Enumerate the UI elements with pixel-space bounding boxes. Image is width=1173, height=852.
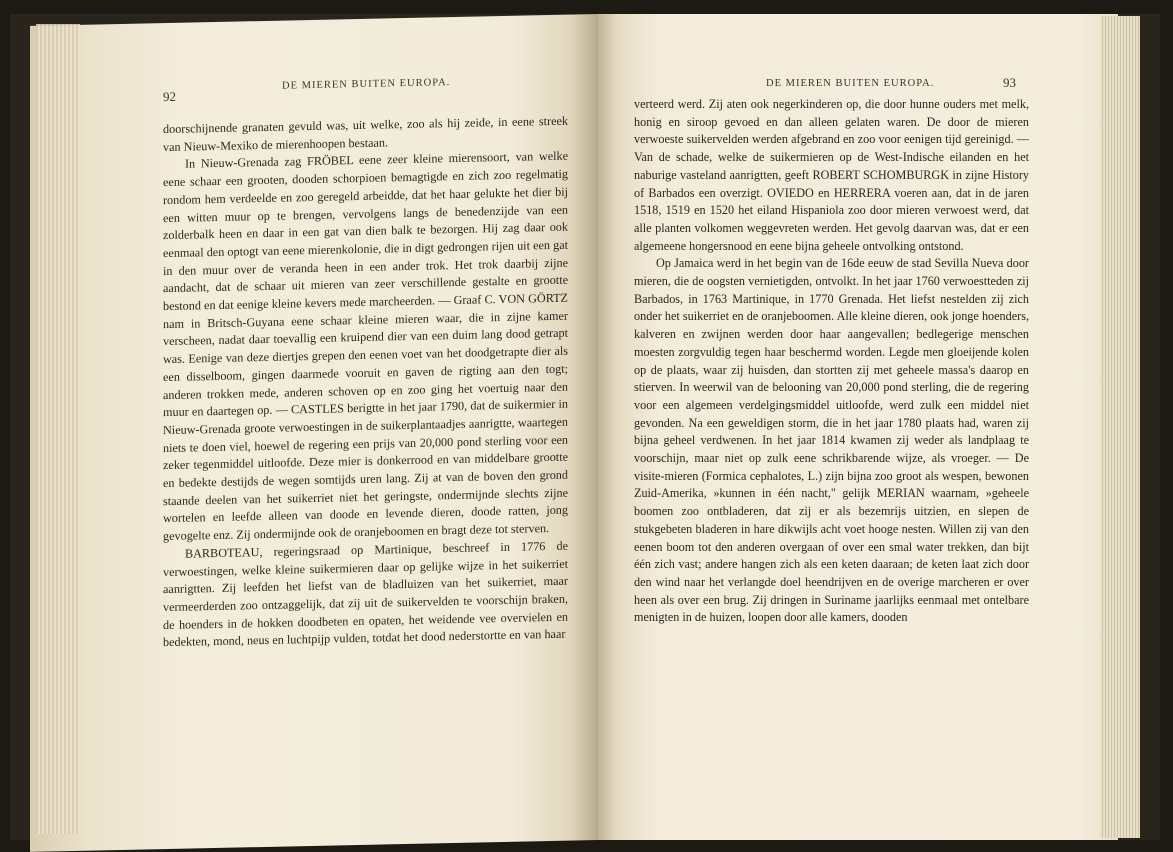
left-running-head: DE MIEREN BUITEN EUROPA. <box>282 77 451 92</box>
page-edges-right <box>1100 16 1140 838</box>
right-page-number: 93 <box>1003 75 1016 90</box>
right-running-head: DE MIEREN BUITEN EUROPA. <box>766 78 935 89</box>
left-body-text <box>163 113 568 653</box>
paragraph: Op Jamaica werd in het begin van de 16de eeuw de stad Sevilla Nueva door mieren, die de oogsten vernietigden, ontvolkt. In het jaar 1760 verwoestteden zij Barbados, in 1763 Martinique, in 1770 Grenada. Het liefst nestelden zij zich onder het suikerriet en de oranjeboomen. Alle kleine dieren, ook jonge hoenders, kalveren en zwijnen werden door haar aangevallen; bedlegerige menschen moesten zorgvuldig tegen haar beschermd worden. Legde men gloeijende kolen op de plaats, waar zij huisden, dan stortten zij met geheele massa's daarop en stierven. In weerwil van de belooning van 20,000 pond sterling, die de regering voor een algemeen verdelgingsmiddel uitloofde, werd zulk een middel niet gevonden. Na een geweldigen storm, die in het jaar 1780 plaats had, waren zij bijna geheel verdwenen. In het jaar 1814 kwamen zij weder als landplaag te voorschijn, maar niet op zulk eene schrikbarende wijze, als vroeger. — De visite-mieren (Formica cephalotes, L.) zijn bijna zoo groot als wespen, bewonen Zuid-Amerika, »kunnen in één nacht," gelijk MERIAN waarnam, »geheele boomen zoo ontbladeren, dat zij er als bezemrijs uitzien, en slepen de stukgebeten bladeren in hare dikwijls acht voet hooge nesten. Willen zij van den eenen boom tot den anderen overgaan of over een smal water trekken, dan bijt één zich vast; andere hangen zich als een keten daaraan; de keten laat zich door den wind naar het verlangde doel heendrijven en de overige marcheren er over heen als over een brug. Zij dringen in Suriname jaarlijks eenmaal met ontelbare menigten in de huizen, loopen door alle kamers, dooden <box>634 256 1029 625</box>
right-body-text <box>634 96 1029 627</box>
paragraph: doorschijnende granaten gevuld was, uit welke, zoo als hij zeide, in eene streek van Nieuw-Mexiko de mierenhoopen bestaan. <box>163 113 568 154</box>
page-edges-left <box>36 24 80 834</box>
paragraph: In Nieuw-Grenada zag FRÖBEL eene zeer kleine mierensoort, van welke eene schaar een grooten, dooden schorpioen bemagtigde en zich zoo regelmatig rondom hem verdeelde en zoo geregeld arbeidde, dat het haar gelukte het dier bij een witten muur op te brengen, vervolgens langs de benedenzijde van een zolderbalk heen en daar in een gat van dien balk te bezorgen. Hij zag daar ook eenmaal den optogt van eene mierenkolonie, die in digt gedrongen rijen uit een gat in den muur over de veranda heen in een ander trok. Het trok daarbij zijne aandacht, dat de schaar uit mieren van zeer verschillende gestalte en grootte bestond en dat eenige kleine kevers mede marcheerden. — Graaf C. VON GÖRTZ nam in Britsch-Guyana eene schaar kleine mieren waar, die in zijne kamer verscheen, nadat daar toevallig een kruipend dier van een duim lang dood getrapt was. Eenige van deze diertjes grepen den eenen voet van het doodgetrapte dier als een disselboom, gingen daarmede vooruit en gaven de rigting aan den togt; anderen trokken mede, anderen schoven op en zoo ging het voertuig naar den muur en daartegen op. — CASTLES berigtte in het jaar 1790, dat de suikermier in Nieuw-Grenada groote verwoestingen in de suikerplantaadjes aanrigtte, waartegen niets te doen viel, hoewel de regering een prijs van 20,000 pond sterling voor een zeker tegenmiddel uitloofde. Deze mier is donkerrood en van middelbare grootte en bedekte destijds de wegen somtijds uren lang. Zij at van de boven den grond staande deelen van het suikerriet niet het geringste, ondermijnde slechts zijne wortelen en leefde alleen van doode en levende dieren, doode ratten, jong gevogelte enz. Zij ondermijnde ook de oranjeboomen en bragt deze tot sterven. <box>163 149 568 544</box>
paragraph: BARBOTEAU, regeringsraad op Martinique, beschreef in 1776 de verwoestingen, welke kleine suikermieren daar op gelijke wijze in het suikerriet aanrigtten. Zij leefden het liefst van de bladluizen van het suikerriet, maar vermeerderden zoo ontzaggelijk, dat zij uit de suikervelden te voorschijn braken, de hoenders in de hokken doodbeten en opaten, het weidende vee overvielen en bedekten, mond, neus en luchtpijp vulden, totdat het dood nederstortte en van haar <box>163 538 568 650</box>
book-spread <box>10 14 1160 840</box>
left-page <box>30 14 598 852</box>
right-page <box>598 14 1118 840</box>
paragraph: verteerd werd. Zij aten ook negerkinderen op, die door hunne ouders met melk, honig en siroop gevoed en dan alleen gelaten waren. De door de mieren verwoeste suikervelden werden afgebrand en zoo voor eenigen tijd gereinigd. — Van de schade, welke de suikermieren op de West-Indische eilanden en het naburige vasteland aanrigtten, geeft ROBERT SCHOMBURGK in zijne History of Barbados een overzigt. OVIEDO en HERRERA voeren aan, dat in de jaren 1518, 1519 en 1520 het eiland Hispaniola zoo door mieren verwoest werd, dat alle planten volkomen weggevreten werden. Het gevolg daarvan was, dat er een algemeene hongersnood en eene bijna geheele ontvolking ontstond. <box>634 97 1029 253</box>
left-page-number: 92 <box>163 88 176 105</box>
